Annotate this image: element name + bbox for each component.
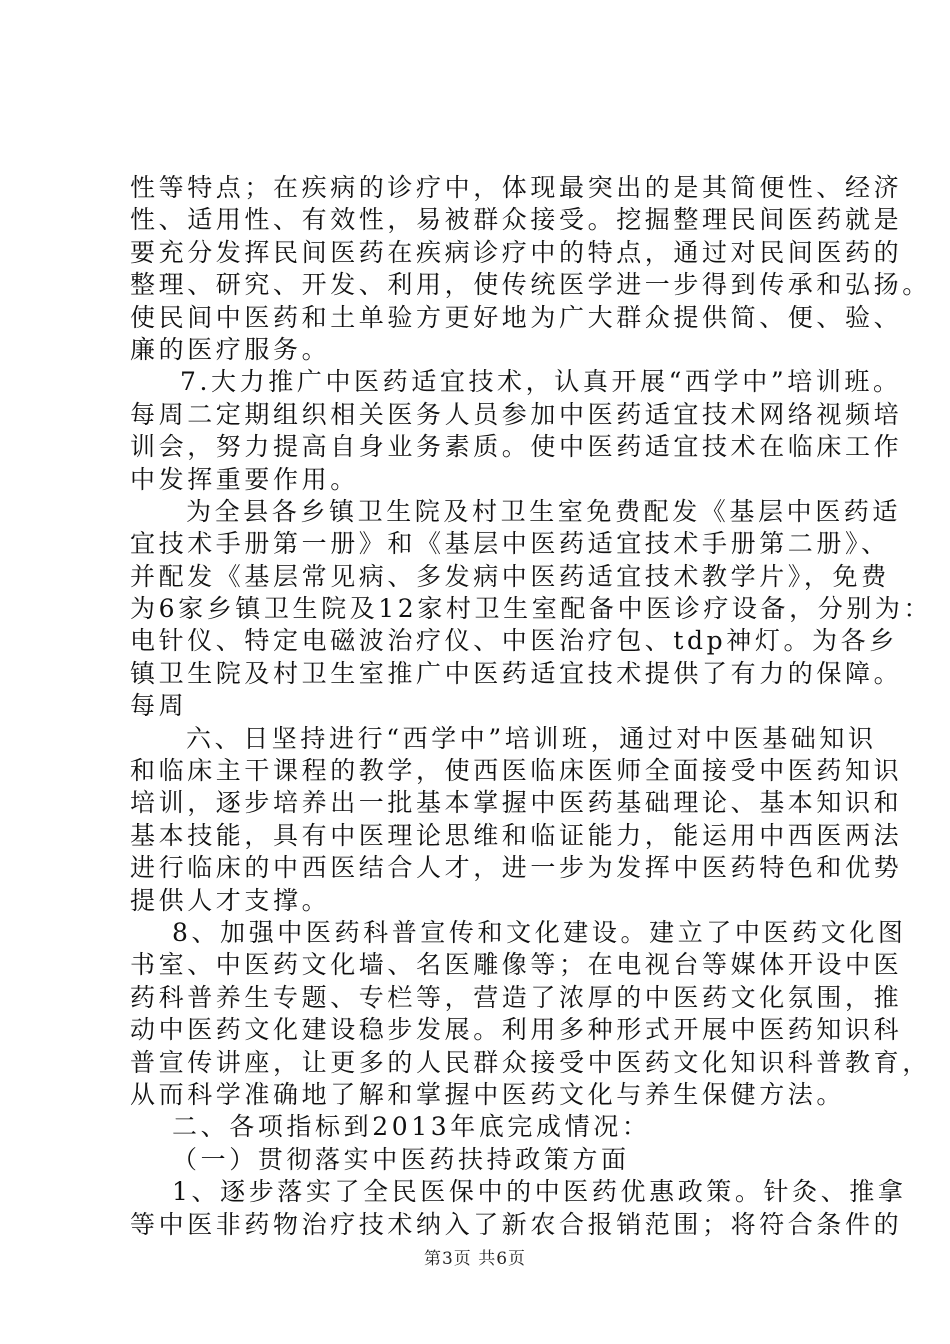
text-line: 镇卫生院及村卫生室推广中医药适宜技术提供了有力的保障。: [130, 658, 903, 688]
text-line: 动中医药文化建设稳步发展。利用多种形式开展中医药知识科: [130, 1015, 903, 1045]
text-line: 和临床主干课程的教学，使西医临床医师全面接受中医药知识: [130, 756, 903, 786]
text-line: 进行临床的中西医结合人才，进一步为发挥中医药特色和优势: [130, 853, 903, 883]
text-line: 基本技能，具有中医理论思维和临证能力，能运用中西医两法: [130, 820, 903, 850]
text-line: 培训，逐步培养出一批基本掌握中医药基础理论、基本知识和: [130, 788, 903, 818]
text-line: 整理、研究、开发、利用，使传统医学进一步得到传承和弘扬。: [130, 270, 931, 300]
text-line: 廉的医疗服务。: [130, 334, 331, 364]
text-line: 为6家乡镇卫生院及12家村卫生室配备中医诊疗设备，分别为：: [130, 594, 933, 624]
text-line: 普宣传讲座，让更多的人民群众接受中医药文化知识科普教育，: [130, 1047, 931, 1077]
text-line: 每周二定期组织相关医务人员参加中医药适宜技术网络视频培: [130, 399, 903, 429]
text-line: 要充分发挥民间医药在疾病诊疗中的特点，通过对民间医药的: [130, 237, 903, 267]
text-line: 提供人才支撑。: [130, 885, 331, 915]
text-line: 六、日坚持进行“西学中”培训班，通过对中医基础知识: [186, 723, 877, 753]
text-line: 训会，努力提高自身业务素质。使中医药适宜技术在临床工作: [130, 432, 903, 462]
text-line: （一）贯彻落实中医药扶持政策方面: [172, 1144, 630, 1174]
text-line: 并配发《基层常见病、多发病中医药适宜技术教学片》，免费: [130, 561, 890, 591]
text-line: 宜技术手册第一册》和《基层中医药适宜技术手册第二册》、: [130, 529, 890, 559]
text-line: 二、各项指标到2013年底完成情况：: [172, 1112, 651, 1142]
text-line: 为全县各乡镇卫生院及村卫生室免费配发《基层中医药适: [186, 496, 902, 526]
text-line: 使民间中医药和土单验方更好地为广大群众提供简、便、验、: [130, 302, 903, 332]
page-footer: 第3页 共6页: [423, 1249, 527, 1269]
text-line: 8、加强中医药科普宣传和文化建设。建立了中医药文化图: [172, 917, 907, 947]
text-line: 7.大力推广中医药适宜技术，认真开展“西学中”培训班。: [180, 367, 902, 397]
document-body: [130, 172, 933, 1241]
text-line: 书室、中医药文化墙、名医雕像等；在电视台等媒体开设中医: [130, 950, 903, 980]
text-line: 从而科学准确地了解和掌握中医药文化与养生保健方法。: [130, 1079, 846, 1109]
text-line: 性、适用性、有效性，易被群众接受。挖掘整理民间医药就是: [130, 205, 903, 235]
text-line: 电针仪、特定电磁波治疗仪、中医治疗包、tdp神灯。为各乡: [130, 626, 898, 656]
text-line: 每周: [130, 691, 188, 721]
text-line: 性等特点；在疾病的诊疗中，体现最突出的是其简便性、经济: [130, 173, 903, 202]
text-line: 中发挥重要作用。: [130, 464, 359, 494]
text-line: 药科普养生专题、专栏等，营造了浓厚的中医药文化氛围，推: [130, 982, 903, 1012]
text-line: 1、逐步落实了全民医保中的中医药优惠政策。针灸、推拿: [172, 1177, 907, 1207]
text-line: 等中医非药物治疗技术纳入了新农合报销范围；将符合条件的: [130, 1209, 903, 1239]
